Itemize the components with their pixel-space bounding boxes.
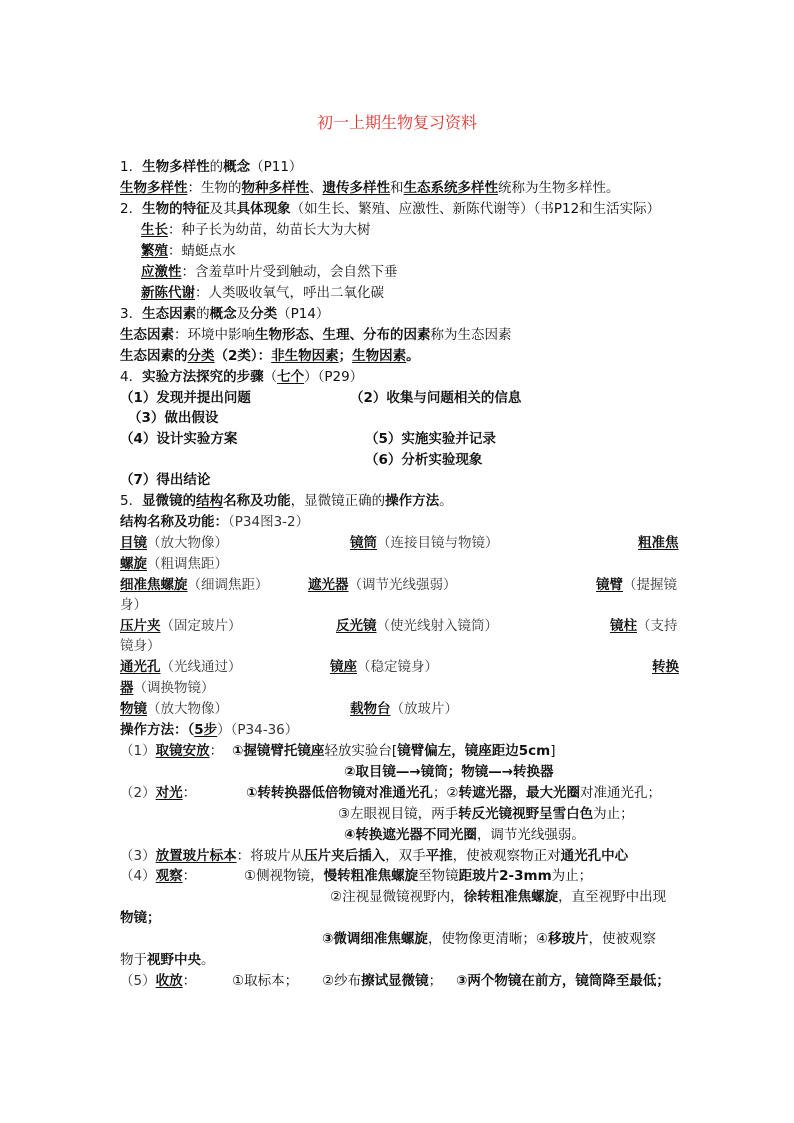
- op2-num: （2）: [120, 785, 156, 801]
- op3-num: （3）: [120, 848, 156, 864]
- s3-h-bold: 生态因素: [142, 306, 197, 322]
- s4-step: （6）分析实验现象: [365, 452, 483, 468]
- s5-h-bold3: 操作方法: [385, 493, 440, 509]
- s3-h-text: 的: [196, 306, 210, 322]
- op3-t2: ，双手: [385, 848, 426, 864]
- s4-step: （4）设计实验方案: [120, 431, 238, 447]
- part-key: 遮光器: [308, 577, 349, 593]
- op5-c: ③两个物镜在前方，镜筒降至最低；: [456, 973, 670, 989]
- part-key: 载物台: [350, 701, 391, 717]
- s1-def-term: 生物多样性: [120, 180, 188, 196]
- s2-item: [141, 242, 236, 260]
- s4-num: 4．: [120, 369, 143, 385]
- op3: [120, 847, 628, 865]
- s3-l2-u: 分类: [187, 348, 215, 364]
- s1-ref: （P11）: [250, 159, 303, 175]
- s5-h-bold: 显微镜的: [142, 493, 197, 509]
- s2-item-val: ：蜻蜓点水: [168, 243, 236, 259]
- op4-b3: ，直至视野中出现: [558, 889, 667, 905]
- s2-h-bold: 生物的特征: [142, 201, 210, 217]
- s5-op-label-text: 操作方法：: [120, 722, 188, 738]
- s5-struct-label-text: 结构名称及功能：: [120, 514, 228, 530]
- part-key: 螺旋: [120, 556, 147, 572]
- s3-h-text2: 及: [236, 306, 251, 322]
- op4-a4: 距玻片2-3mm: [458, 868, 552, 884]
- s4-h-t: （: [263, 369, 278, 385]
- part-mujing: [120, 534, 228, 552]
- op2-c: [344, 826, 585, 844]
- s2-item-key: 应激性: [141, 264, 182, 280]
- op4-c7: 。: [201, 952, 215, 968]
- s4-h-t2: ）（P29）: [304, 369, 364, 385]
- op4-c: [322, 930, 656, 948]
- part-val: （放大物像）: [147, 535, 228, 551]
- s4-step: （7）得出结论: [120, 472, 211, 488]
- part-val: （提握镜: [623, 577, 677, 593]
- s4-step: （2）收集与问题相关的信息: [350, 390, 522, 406]
- op5-num: （5）: [120, 973, 156, 989]
- part-cuzhun-b: [120, 555, 228, 573]
- s2-item: [141, 284, 384, 302]
- s1-def-t2: 、: [309, 180, 323, 196]
- s3-l2-u2: 非生物因素: [271, 348, 339, 364]
- op1-b: ②取目镜—→镜筒；物镜—→转换器: [344, 764, 554, 780]
- s3-ref: （P14）: [277, 306, 330, 322]
- s2-item-val: ：种子长为幼苗，幼苗长大为大树: [168, 222, 371, 238]
- part-jingzuo: [330, 658, 438, 676]
- s5-h-u: 结构: [196, 493, 224, 509]
- part-xizhun: [120, 576, 269, 594]
- op2-colon: ：: [182, 785, 197, 801]
- op5-key: 收放: [155, 973, 183, 989]
- op2-a2: ；②: [432, 785, 459, 801]
- part-key: 目镜: [120, 535, 147, 551]
- op5-colon: ：: [182, 973, 197, 989]
- s4-step: （5）实施实验并记录: [365, 431, 496, 447]
- s2-item-key: 新陈代谢: [141, 285, 195, 301]
- s1-num: 1．: [120, 159, 143, 175]
- part-val: （连接目镜与物镜）: [377, 535, 499, 551]
- part-val: （放玻片）: [390, 701, 458, 717]
- op1-a: [232, 742, 555, 760]
- op4-b4: 物镜；: [120, 910, 161, 926]
- s1-def-u3: 生态系统多样性: [403, 180, 498, 196]
- part-jingzhu: [610, 617, 678, 635]
- s3-l2-u3: 生物因素: [352, 348, 407, 364]
- s1-def-u2: 遗传多样性: [322, 180, 390, 196]
- s2-h-rest: （如生长、繁殖、应激性、新陈代谢等）（书P12和生活实际）: [290, 201, 661, 217]
- op3-key: 放置玻片标本: [155, 848, 237, 864]
- s4-h-u: 七个: [277, 369, 305, 385]
- op4-c4: ，使被观察: [588, 931, 657, 947]
- s2-h-bold2: 具体现象: [236, 201, 291, 217]
- s1-def-u1: 物种多样性: [241, 180, 309, 196]
- op2-a4: 对准通光孔；: [580, 785, 662, 801]
- op4-c2: ，使物像更清晰；④: [427, 931, 549, 947]
- part-val: （固定玻片）: [160, 618, 242, 634]
- op5-a: ①取标本；: [232, 973, 299, 989]
- part-key: 反光镜: [336, 618, 377, 634]
- page-title: 初一上期生物复习资料: [316, 113, 477, 132]
- op4-num: （4）: [120, 868, 156, 884]
- op2-a: [246, 784, 661, 802]
- s1-definition: [120, 179, 620, 197]
- op4-a1: ①侧视物镜，: [244, 868, 324, 884]
- op5-b: [322, 972, 442, 990]
- s4-step: （3）做出假设: [128, 410, 219, 426]
- s2-num: 2．: [120, 201, 143, 217]
- s1-def-t3: 和: [390, 180, 404, 196]
- part-key: 镜筒: [350, 535, 377, 551]
- part-key: 细准焦螺旋: [120, 577, 188, 593]
- op4-a3: 至物镜: [418, 868, 459, 884]
- op4-a5: 为止；: [551, 868, 593, 884]
- op1-line1: [120, 742, 223, 760]
- s1-h-text: 的: [209, 159, 224, 175]
- op5-b3: ；: [428, 973, 443, 989]
- s5-num: 5．: [120, 493, 143, 509]
- op2-c1: ④转换遮光器不同光圈: [344, 827, 477, 843]
- s2-h-text: 及其: [209, 201, 237, 217]
- part-val: （放大物像）: [147, 701, 228, 717]
- op3-b3: 通光孔中心: [560, 848, 629, 864]
- op1-a3: 镜臂偏左，镜座距边5cm: [397, 743, 551, 759]
- part-fanguang: [336, 617, 498, 635]
- part-yapian: [120, 617, 242, 635]
- op4-b2: 徐转粗准焦螺旋: [463, 889, 559, 905]
- op1-colon: ：: [209, 743, 224, 759]
- part-key: 物镜: [120, 701, 147, 717]
- part-val: （细调焦距）: [187, 577, 269, 593]
- op4-c5: 物于: [120, 952, 147, 968]
- part-key: 镜柱: [610, 618, 637, 634]
- op4-b: [330, 888, 666, 906]
- part-jingbi-cont: 身）: [120, 597, 147, 613]
- s4-h-bold: 实验方法探究的步骤: [142, 369, 264, 385]
- part-cuzhun-a: 粗准焦: [638, 535, 679, 551]
- s3-definition: [120, 326, 512, 344]
- part-val: （支持: [637, 618, 678, 634]
- part-key: 镜座: [330, 659, 357, 675]
- part-wujing: [120, 700, 228, 718]
- s5-heading: [120, 492, 453, 510]
- op3-b1: 压片夹后插入: [304, 848, 386, 864]
- s2-item: [141, 221, 371, 239]
- part-val: （粗调焦距）: [147, 556, 228, 572]
- part-zhuanhuan-b: [120, 679, 215, 697]
- op3-b2: 平推: [425, 848, 453, 864]
- s4-step: （1）发现并提出问题: [120, 390, 251, 406]
- op2-b1: ③左眼视目镜，两手: [338, 806, 459, 822]
- op5-b1: ②纱布: [322, 973, 362, 989]
- op1-a4: ]: [550, 743, 556, 759]
- s3-l2-t2: ；: [338, 348, 353, 364]
- op4-label: [120, 867, 196, 885]
- s3-l1-t2: 称为生态因素: [430, 327, 512, 343]
- s3-l2-t: （2类）：: [214, 348, 272, 364]
- part-val: （稳定镜身）: [357, 659, 438, 675]
- part-tongguang: [120, 658, 242, 676]
- s3-l1-b2: 生物形态、生理、分布的因素: [255, 327, 431, 343]
- s3-h-bold3: 分类: [250, 306, 278, 322]
- op1-key: 取镜安放: [155, 743, 210, 759]
- s2-item: [141, 263, 398, 281]
- op4-c6: 视野中央: [147, 952, 201, 968]
- part-zhuanhuan-a: 转换: [652, 659, 679, 675]
- s2-item-val: ：人类吸收氧气，呼出二氧化碳: [195, 285, 384, 301]
- op4-d: [120, 951, 215, 969]
- op4-c3: 移玻片: [548, 931, 589, 947]
- op5-label: [120, 972, 196, 990]
- part-jingzhu-cont: 镜身）: [120, 638, 161, 654]
- op2-c2: ，调节光线强弱。: [476, 827, 585, 843]
- part-key: 通光孔: [120, 659, 161, 675]
- op2-a1: ①转转换器低倍物镜对准通光孔: [246, 785, 433, 801]
- op3-t3: ，使被观察物正对: [452, 848, 561, 864]
- part-key: 器: [120, 680, 134, 696]
- s5-h-t2: 。: [439, 493, 453, 509]
- op1-a1: ①握镜臂托镜座: [232, 743, 325, 759]
- s2-item-key: 生长: [141, 222, 168, 238]
- part-val: （光线通过）: [160, 659, 242, 675]
- s3-classification: [120, 347, 420, 365]
- s5-struct-ref: （P34图3-2）: [228, 514, 310, 530]
- s2-item-key: 繁殖: [141, 243, 168, 259]
- s5-op-u: 5步: [194, 722, 218, 738]
- s5-h-bold2: 名称及功能: [223, 493, 291, 509]
- s1-h-bold: 生物多样性: [142, 159, 210, 175]
- op2-key: 对光: [155, 785, 183, 801]
- part-key: 镜臂: [596, 577, 623, 593]
- op4-colon: ：: [182, 868, 197, 884]
- part-val: （使光线射入镜筒）: [376, 618, 498, 634]
- op4-key: 观察: [155, 868, 183, 884]
- s3-l1-t: ：环境中影响: [174, 327, 255, 343]
- op1-num: （1）: [120, 743, 156, 759]
- part-key: 压片夹: [120, 618, 161, 634]
- op4-a2: 慢转粗准焦螺旋: [323, 868, 419, 884]
- op4-a: [244, 867, 592, 885]
- op2-a3: 转遮光器，最大光圈: [458, 785, 581, 801]
- part-val: （调换物镜）: [133, 680, 215, 696]
- s3-heading: [120, 305, 329, 323]
- op1-a2: 轻放实验台[: [324, 743, 398, 759]
- op2-label: [120, 784, 196, 802]
- s3-num: 3．: [120, 306, 143, 322]
- op4-b1: ②注视显微镜视野内，: [330, 889, 464, 905]
- s3-l2-b: 生态因素的: [120, 348, 188, 364]
- op3-t1: ：将玻片从: [236, 848, 305, 864]
- s5-h-t: ，显微镜正确的: [290, 493, 386, 509]
- op5-b2: 擦试显微镜: [361, 973, 429, 989]
- s5-op-t: （: [187, 722, 195, 738]
- op2-b2: 转反光镜视野呈雪白色: [458, 806, 594, 822]
- op2-b: [338, 805, 634, 823]
- part-zaiwutai: [350, 700, 458, 718]
- part-jingtong: [350, 534, 499, 552]
- s1-def-t1: ：生物的: [187, 180, 242, 196]
- s2-heading: [120, 200, 660, 218]
- s3-h-bold2: 概念: [209, 306, 237, 322]
- s5-op-label: [120, 721, 298, 739]
- s1-heading: [120, 158, 302, 176]
- op2-b3: 为止；: [593, 806, 634, 822]
- s1-h-bold2: 概念: [223, 159, 251, 175]
- s3-l1-term: 生态因素: [120, 327, 174, 343]
- s5-op-t2: ）（P34-36）: [217, 722, 299, 738]
- part-jingbi: [596, 576, 677, 594]
- part-zheguang: [308, 576, 457, 594]
- s3-l2-t3: 。: [406, 348, 420, 364]
- s5-struct-label: [120, 513, 309, 531]
- s4-heading: [120, 368, 363, 386]
- s2-item-val: ：含羞草叶片受到触动，会自然下垂: [181, 264, 398, 280]
- part-val: （调节光线强弱）: [348, 577, 457, 593]
- s1-def-t4: 统称为生物多样性。: [498, 180, 620, 196]
- op4-c1: ③微调细准焦螺旋: [322, 931, 428, 947]
